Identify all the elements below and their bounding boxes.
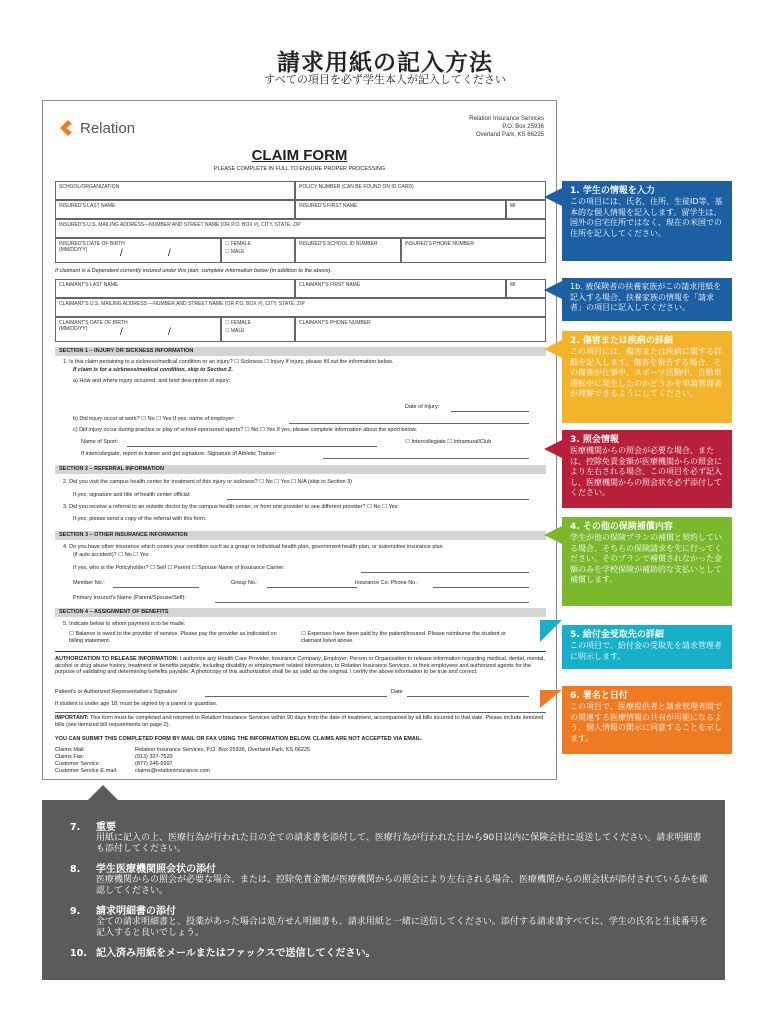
form-subtitle: PLEASE COMPLETE IN FULL TO ENSURE PROPER PROCESSING [213,166,386,172]
divider [55,651,546,652]
field-label: INSURED'S U.S. MAILING ADDRESS—NUMBER AND STREET NAME (OR P.O. BOX #), CITY, STATE, ZIP [59,222,301,228]
field-label: POLICY NUMBER (CAN BE FOUND ON ID CARD) [299,184,414,190]
callout-body: この項目には、傷害または疾病に関する詳細を記入します。傷害を報告する場合、その傷害が仕事中、スポーツ活動中、自動車運転中に発生したのかどうかを申請管理者が理解できるようにしてください。 [570,347,722,398]
insured-address-field[interactable] [55,219,546,238]
field-label: INSURED'S PHONE NUMBER [405,241,475,247]
sport-label: Name of Sport: [81,439,118,445]
callout-body: 学生が他の保険プランの補償と契約している場合、そちらの保険請求を先に行ってください。そのプランで補償されなかった金額のみを学校保険が補助的な支払いとして補償します。 [570,533,722,584]
question-3-followup: If yes, please send a copy of the referral with this form. [73,516,207,522]
carrier-line[interactable] [361,572,529,573]
section-4-header: SECTION 4 – ASSIGNMENT OF BENEFITS [55,608,546,617]
callout-arrow [544,281,562,299]
date-slash: / [120,248,123,259]
callout-body: この項目で、医療提供者と請求管理者間での関連する医療情報の共有が可能になるよう、個人情報の開示に同意することを示します。 [570,702,722,743]
callout-4 [562,517,732,606]
callout-arrow [540,690,562,708]
question-2: 2. Did you visit the campus health center for treatment of this injury or sickness? ☐ No ☐ Yes ☐ N/A (skip to Section 3) [63,479,353,485]
field-label: CLAIMANT'S PHONE NUMBER [299,320,371,326]
contact-label: Customer Service E-mail: [55,768,118,774]
note-number: 10. [70,948,87,959]
note-number: 8. [70,864,81,875]
contact-label: Customer Service: [55,761,101,767]
authorization-body: I authorize any Health Care Provider, Insurance Company, Employer, Person or Organization to release information regarding medical, dental, mental, alcohol or drug abuse history, treatment or benefits payable, including disability or employment related information, to Relation Insurance Services, or their employees and authorized agents for the purpose of validating and determining benefits payable. A photocopy of this authorization shall be as valid as the original. I certify the above information to be true and correct. [55,656,545,676]
address-line: P.O. Box 25936 [502,124,544,130]
insured-phone-field[interactable] [401,238,546,263]
date-slash: / [168,327,171,338]
note-title: 重要 [96,822,116,833]
note-number: 7. [70,822,81,833]
contact-email[interactable]: claims@relationinsurance.com [135,768,210,774]
policy-field[interactable] [295,181,546,200]
callout-body: 医療機関からの照会が必要な場合、または、控除免責金額が医療機関からの照会により左右される場合、この項目を必ず記入し、医療機関からの照会状を必ず添付してください。 [570,446,722,497]
insured-last-name-field[interactable] [55,200,295,219]
logo [57,117,135,139]
important-body: This form must be completed and returned to Relation Insurance Services within 90 days from the date of treatment, accompanied by all bills incurred to that date. Please include itemized bills (see itemized bill requirements on page 2). [55,715,544,728]
callout-title: 2. 傷害または疾病の詳細 [570,336,673,346]
trainer-signature-label: If intercollegiate, report to trainer and get signature. Signature of Athletic Trainer: [81,451,277,457]
question-1c: c) Did injury occur during practice or play of school-sponsored sports? ☐ No ☐ Yes If yes, please complete information about the sport below. [73,427,418,433]
field-label: CLAIMANT'S FIRST NAME [299,282,361,288]
question-2-followup: If yes, signature and title of health center official: [73,492,191,498]
bottom-panel-notch [88,785,118,800]
member-label: Member No.: [73,580,105,586]
callout-body: この項目で、給付金の受取先を請求管理者に明示します。 [570,641,722,661]
question-1b: b) Did injury occur at work? ☐ No ☐ Yes If yes, name of employer: [73,416,235,422]
note-body: 全ての請求明細書と、投薬があった場合は処方せん明細書も、請求用紙と一緒に送信してください。添付する請求書すべてに、学生の氏名と生徒番号を記入すると良いでしょう。 [96,917,708,938]
note-body: 医療機関からの照会が必要な場合、または、控除免責金額が医療機関からの照会により左右される場合、医療機関からの照会状が添付されているかを確認してください。 [96,875,709,896]
callout-1b [562,278,732,321]
trainer-signature-line[interactable] [323,458,529,459]
pay-provider-option[interactable]: ☐ Balance is owed to the provider of service. Please pay the provider as indicated on billing statement. [69,631,277,644]
note-title: 請求明細書の添付 [96,906,176,917]
field-label: INSURED'S LAST NAME [59,203,116,209]
section-3-header: SECTION 3 – OTHER INSURANCE INFORMATION [55,531,546,540]
date-of-injury-line[interactable] [451,411,529,412]
callout-arrow [544,526,562,544]
claimant-address-field[interactable] [55,298,546,317]
section-1-header: SECTION 1 – INJURY OR SICKNESS INFORMATION [55,347,546,356]
question-5: 5. Indicate below to whom payment is to be made: [63,621,186,627]
insured-dob-field[interactable] [55,238,221,263]
question-1: 1. Is this claim pertaining to a sickness/medical condition or an injury? ☐ Sickness ☐ Injury If injury, please fill out the information below. [63,359,394,365]
insured-school-id-field[interactable] [295,238,401,263]
group-line[interactable] [267,587,357,588]
callout-title: 3. 照会情報 [570,435,619,445]
employer-line[interactable] [289,423,529,424]
question-4-options[interactable]: (if auto accident)? ☐ No ☐ Yes [73,552,149,558]
field-label: MI [510,203,516,209]
field-label: SCHOOL/ORGANIZATION [59,184,120,190]
group-label: Group No.: [231,580,258,586]
section-2-header: SECTION 2 – REFERRAL INFORMATION [55,465,546,474]
relation-logo-icon [57,117,77,139]
female-checkbox[interactable]: ☐ FEMALE [225,320,251,326]
sport-line[interactable] [127,446,377,447]
bottom-panel [42,800,725,980]
claimant-phone-field[interactable] [295,317,546,342]
date-line[interactable] [407,696,529,697]
form-title: CLAIM FORM [251,147,348,164]
insured-first-name-field[interactable] [295,200,506,219]
field-format: (MM/DD/YY) [59,247,88,253]
health-official-line[interactable] [227,499,529,500]
male-checkbox[interactable]: ☐ MALE [225,249,245,255]
date-of-injury-label: Date of Injury: [405,404,440,410]
member-line[interactable] [113,587,199,588]
page-subtitle: すべての項目を必ず学生本人が記入してください [264,73,506,86]
field-label: CLAIMANT'S LAST NAME [59,282,119,288]
note-title: 学生医療機関照会状の添付 [96,864,216,875]
callout-title: 5. 給付金受取先の詳細 [570,630,664,640]
signature-line[interactable] [205,696,387,697]
field-format: (MM/DD/YY) [59,326,88,332]
callout-3 [562,430,732,508]
primary-insured-line[interactable] [215,602,529,603]
note-8 [70,864,710,897]
field-label: INSURED'S SCHOOL ID NUMBER [299,241,378,247]
address-line: Overland Park, KS 66225 [475,132,544,138]
authorization-label: AUTHORIZATION TO RELEASE INFORMATION: [55,656,179,662]
callout-title: 1b. 被保険者の扶養家族がこの請求用紙を記入する場合、扶養家族の情報を「請求者」の項目に記入してください。 [570,282,722,312]
date-label: Date [391,689,403,695]
question-4: 4. Do you have other insurance which covers your condition such as a group or individual health plan, government health plan, or automotive insurance plan [63,544,443,550]
note-title: 記入済み用紙をメールまたはファックスで送信してください。 [96,948,376,959]
company-address [469,115,544,139]
callout-arrow [544,440,562,458]
policyholder-question: If yes, who is the Policyholder? ☐ Self ☐ Parent ☐ Spouse Name of Insurance Carrier: [73,565,285,571]
field-label: INSURED'S FIRST NAME [299,203,358,209]
authorization-text [55,656,546,676]
page-title: 請求用紙の記入方法 [277,50,493,76]
callout-arrow [540,620,562,642]
important-text [55,715,546,729]
female-checkbox[interactable]: ☐ FEMALE [225,241,251,247]
contact-value: Relation Insurance Services, P.O. Box 25936, Overland Park, KS 66225 [135,747,311,753]
sport-type-options[interactable]: ☐ Intercollegiate ☐ Intramural/Club [405,439,492,445]
insurer-phone-line[interactable] [433,587,529,588]
claimant-dob-field[interactable] [55,317,221,342]
note-number: 9. [70,906,81,917]
submit-instructions: YOU CAN SUBMIT THIS COMPLETED FORM BY MAIL OR FAX USING THE INFORMATION BELOW. CLAIMS ARE NOT ACCEPTED VIA EMAIL. [55,736,423,742]
primary-insured-label: Primary Insured's Name (Parent/Spouse/Self): [73,595,186,601]
signature-label: Patient's or Authorized Representative's Signature [55,689,178,695]
note-10 [70,948,710,959]
divider [55,712,546,713]
important-label: IMPORTANT: [55,715,89,721]
contact-value: (877) 246-6997 [135,761,173,767]
logo-text: Relation [80,119,136,137]
field-label: CLAIMANT'S DATE OF BIRTH [59,320,128,326]
insurer-phone-label: Insurance Co. Phone No.: [355,580,419,586]
note-7 [70,822,710,855]
insured-gender-field[interactable] [221,238,295,263]
claim-form [42,100,557,780]
claimant-last-name-field[interactable] [55,279,295,298]
callout-arrow [544,188,562,206]
callout-6 [562,686,732,754]
address-line: Relation Insurance Services [469,116,544,122]
dependent-note: If claimant is a Dependent currently insured under this plan, complete information below (in addition to the above). [55,268,332,274]
claimant-gender-field[interactable] [221,317,295,342]
question-1a: a) How and where injury occurred; and brief description of injury: [73,378,231,384]
date-slash: / [120,327,123,338]
claimant-mi-field[interactable] [506,279,546,298]
callout-2 [562,331,732,423]
field-label: MI [510,282,516,288]
question-1-note: If claim is for a sickness/medical condition, skip to Section 2. [73,367,233,373]
field-label: CLAIMANT'S U.S. MAILING ADDRESS —NUMBER AND STREET NAME (OR P.O. BOX #), CITY, STATE, ZIP [59,301,305,307]
callout-1 [562,181,732,261]
contact-label: Claims Fax: [55,754,85,760]
callout-title: 6. 署名と日付 [570,691,628,701]
male-checkbox[interactable]: ☐ MALE [225,328,245,334]
note-9 [70,906,710,939]
claimant-first-name-field[interactable] [295,279,506,298]
under-18-note: If student is under age 18, must be signed by a parent or guardian. [55,701,218,707]
callout-title: 1. 学生の情報を入力 [570,186,655,196]
school-field[interactable] [55,181,295,200]
question-3: 3. Did you receive a referral to an outside doctor by the campus health center, or from one provider to see different provider? ☐ No ☐ Yes [63,504,398,510]
contact-label: Claims Mail: [55,747,85,753]
insured-mi-field[interactable] [506,200,546,219]
callout-5 [562,625,732,669]
reimburse-student-option[interactable]: ☐ Expenses have been paid by the patient/insured. Please reimburse the student or claimant listed above. [301,631,506,644]
callout-title: 4. その他の保険補償内容 [570,522,673,532]
field-label: INSURED'S DATE OF BIRTH [59,241,125,247]
note-body: 用紙に記入の上、医療行為が行われた日の全ての請求書を添付して、医療行為が行われた日から90日以内に保険会社に返送してください。請求明細書も添付してください。 [96,833,702,854]
callout-body: この項目には、氏名、住所、生徒ID等、基本的な個人情報を記入します。留学生は、国外の自宅住所ではなく、現在の米国での住所を記入してください。 [570,197,723,238]
callout-arrow [544,340,562,358]
contact-value: (913) 327-7520 [135,754,173,760]
date-slash: / [168,248,171,259]
